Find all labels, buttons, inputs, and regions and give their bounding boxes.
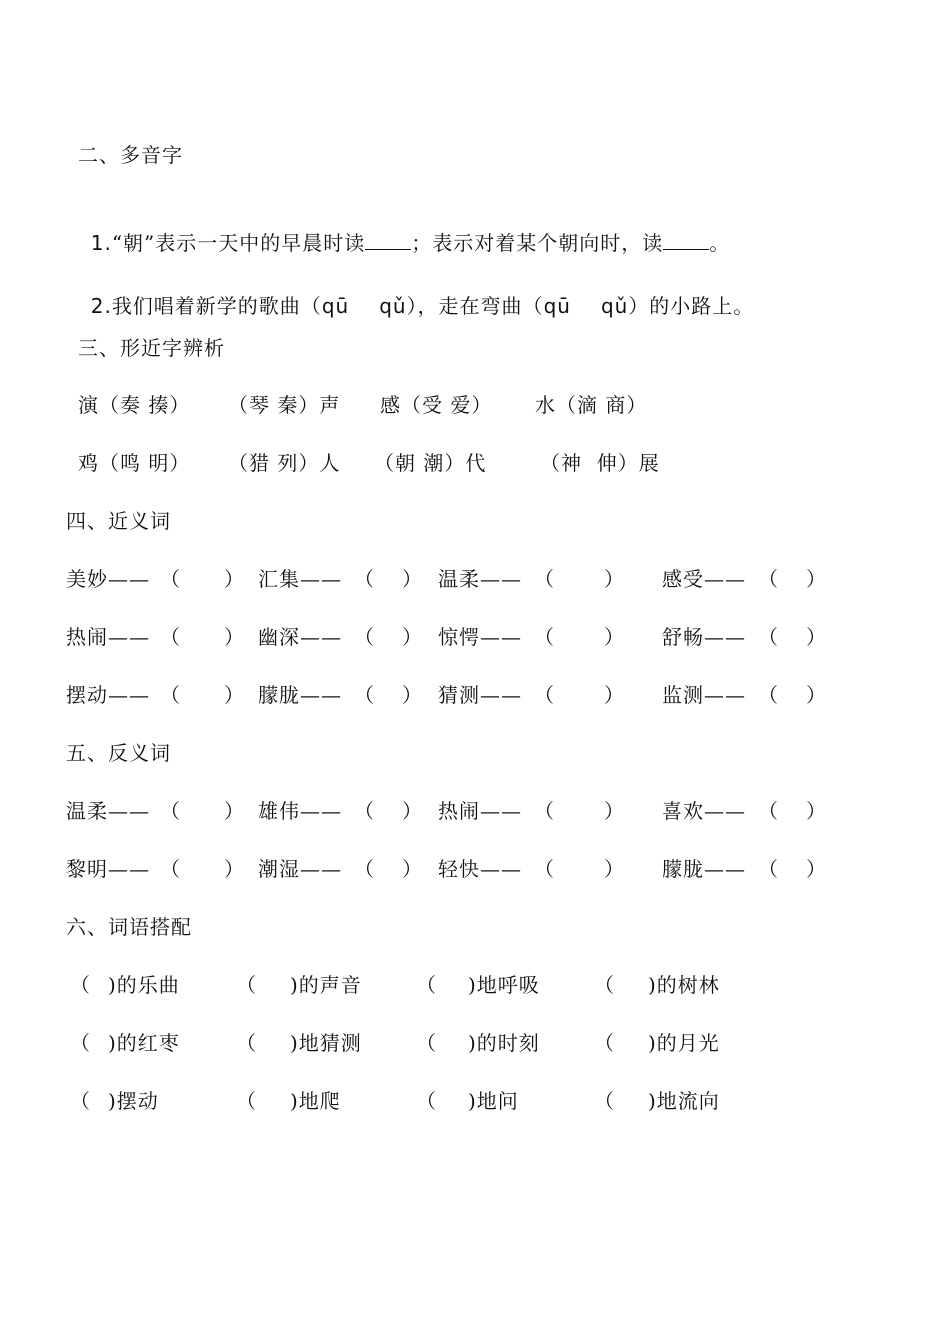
- word-pair: [662, 623, 746, 651]
- answer-open-paren[interactable]: （: [594, 973, 615, 997]
- answer-close-paren[interactable]: ）: [402, 625, 423, 649]
- similar-char-item[interactable]: 感（受 爱）: [380, 393, 493, 417]
- dash: ——: [108, 683, 150, 707]
- dash: ——: [300, 567, 342, 591]
- similar-char-item[interactable]: （琴 秦）声: [228, 393, 341, 417]
- word-pair: [66, 855, 150, 883]
- dash: ——: [704, 799, 746, 823]
- answer-close-paren[interactable]: ）: [604, 683, 625, 707]
- answer-open-paren[interactable]: （: [70, 973, 91, 997]
- collocation-phrase: )的月光: [648, 1031, 720, 1055]
- answer-open-paren[interactable]: （: [236, 1089, 257, 1113]
- dash: ——: [480, 683, 522, 707]
- word-pair: [258, 855, 342, 883]
- answer-open-paren[interactable]: （: [534, 567, 555, 591]
- collocation-phrase: )的树林: [648, 973, 720, 997]
- word: 舒畅: [662, 625, 704, 649]
- word-pair: [662, 797, 746, 825]
- question-number: 1.: [90, 231, 112, 255]
- answer-open-paren[interactable]: （: [758, 683, 779, 707]
- answer-open-paren[interactable]: （: [416, 1089, 437, 1113]
- collocation-phrase: )地猜测: [290, 1031, 362, 1055]
- similar-char-item[interactable]: （猎 列）人: [228, 451, 341, 475]
- dash: ——: [480, 799, 522, 823]
- question-text: “朝”表示一天中的早晨时读: [111, 231, 366, 255]
- word: 感受: [662, 567, 704, 591]
- dash: ——: [300, 799, 342, 823]
- word: 监测: [662, 683, 704, 707]
- question-text: ）的小路上。: [628, 294, 755, 318]
- dash: ——: [300, 625, 342, 649]
- answer-close-paren[interactable]: ）: [604, 567, 625, 591]
- answer-open-paren[interactable]: （: [594, 1031, 615, 1055]
- word: 摆动: [66, 683, 108, 707]
- collocation-phrase: )的时刻: [468, 1031, 540, 1055]
- dash: ——: [704, 683, 746, 707]
- answer-close-paren[interactable]: ）: [806, 683, 827, 707]
- collocation-phrase: )的乐曲: [108, 973, 180, 997]
- pinyin-option[interactable]: qǔ: [379, 294, 407, 318]
- answer-close-paren[interactable]: ）: [224, 799, 245, 823]
- section-heading-polyphone: 二、多音字: [78, 143, 183, 167]
- word-pair: [66, 623, 150, 651]
- answer-open-paren[interactable]: （: [354, 683, 375, 707]
- word: 汇集: [258, 567, 300, 591]
- answer-close-paren[interactable]: ）: [604, 799, 625, 823]
- answer-open-paren[interactable]: （: [70, 1089, 91, 1113]
- answer-open-paren[interactable]: （: [354, 857, 375, 881]
- answer-open-paren[interactable]: （: [534, 799, 555, 823]
- dash: ——: [480, 567, 522, 591]
- collocation-phrase: )的声音: [290, 973, 362, 997]
- answer-close-paren[interactable]: ）: [224, 683, 245, 707]
- collocation-phrase: )地爬: [290, 1089, 341, 1113]
- word-pair: [662, 565, 746, 593]
- collocation-phrase: )地呼吸: [468, 973, 540, 997]
- dash: ——: [108, 857, 150, 881]
- answer-open-paren[interactable]: （: [534, 857, 555, 881]
- dash: ——: [108, 799, 150, 823]
- word-pair: [438, 855, 522, 883]
- word: 幽深: [258, 625, 300, 649]
- answer-open-paren[interactable]: （: [758, 799, 779, 823]
- pinyin-option[interactable]: qǔ: [600, 294, 629, 318]
- dash: ——: [480, 857, 522, 881]
- pinyin-option[interactable]: qū: [321, 294, 350, 318]
- section-heading-synonyms: 四、近义词: [66, 509, 171, 533]
- word: 温柔: [438, 567, 480, 591]
- answer-open-paren[interactable]: （: [236, 973, 257, 997]
- word-pair: [662, 681, 746, 709]
- dash: ——: [704, 625, 746, 649]
- similar-char-item[interactable]: 演（奏 揍）: [78, 393, 191, 417]
- answer-close-paren[interactable]: ）: [604, 857, 625, 881]
- word-pair: [438, 797, 522, 825]
- dash: ——: [300, 857, 342, 881]
- collocation-phrase: )地流向: [648, 1089, 720, 1113]
- word-pair: [258, 797, 342, 825]
- answer-close-paren[interactable]: ）: [224, 567, 245, 591]
- dash: ——: [704, 567, 746, 591]
- question-1: [76, 201, 730, 257]
- word: 热闹: [66, 625, 108, 649]
- answer-blank[interactable]: [663, 229, 709, 250]
- collocation-phrase: )地问: [468, 1089, 519, 1113]
- section-heading-similar-chars: 三、形近字辨析: [78, 336, 225, 360]
- answer-open-paren[interactable]: （: [160, 567, 181, 591]
- word-pair: [66, 681, 150, 709]
- word: 轻快: [438, 857, 480, 881]
- word: 潮湿: [258, 857, 300, 881]
- answer-open-paren[interactable]: （: [160, 799, 181, 823]
- question-text: 。: [709, 231, 731, 255]
- word: 猜测: [438, 683, 480, 707]
- answer-open-paren[interactable]: （: [354, 625, 375, 649]
- answer-open-paren[interactable]: （: [758, 857, 779, 881]
- similar-char-item[interactable]: 水（滴 商）: [535, 393, 648, 417]
- answer-close-paren[interactable]: ）: [806, 625, 827, 649]
- word-pair: [258, 681, 342, 709]
- answer-close-paren[interactable]: ）: [224, 625, 245, 649]
- pinyin-option[interactable]: qū: [543, 294, 571, 318]
- word-pair: [438, 681, 522, 709]
- word-pair: [662, 855, 746, 883]
- answer-close-paren[interactable]: ）: [806, 567, 827, 591]
- question-number: 2.: [90, 294, 112, 318]
- answer-open-paren[interactable]: （: [160, 857, 181, 881]
- word: 惊愕: [438, 625, 480, 649]
- answer-close-paren[interactable]: ）: [402, 857, 423, 881]
- question-text: ），走在弯曲（: [406, 294, 544, 318]
- collocation-phrase: )的红枣: [108, 1031, 180, 1055]
- answer-close-paren[interactable]: ）: [806, 857, 827, 881]
- word: 喜欢: [662, 799, 704, 823]
- answer-close-paren[interactable]: ）: [806, 799, 827, 823]
- section-heading-collocation: 六、词语搭配: [66, 915, 192, 939]
- word: 美妙: [66, 567, 108, 591]
- answer-close-paren[interactable]: ）: [402, 567, 423, 591]
- word: 黎明: [66, 857, 108, 881]
- dash: ——: [108, 625, 150, 649]
- dash: ——: [300, 683, 342, 707]
- word-pair: [438, 623, 522, 651]
- dash: ——: [704, 857, 746, 881]
- answer-open-paren[interactable]: （: [160, 683, 181, 707]
- answer-open-paren[interactable]: （: [534, 625, 555, 649]
- answer-open-paren[interactable]: （: [758, 625, 779, 649]
- answer-close-paren[interactable]: ）: [402, 683, 423, 707]
- word-pair: [258, 623, 342, 651]
- answer-open-paren[interactable]: （: [534, 683, 555, 707]
- word-pair: [66, 797, 150, 825]
- collocation-phrase: )摆动: [108, 1089, 159, 1113]
- answer-close-paren[interactable]: ）: [402, 799, 423, 823]
- word: 热闹: [438, 799, 480, 823]
- dash: ——: [480, 625, 522, 649]
- word: 朦胧: [258, 683, 300, 707]
- word-pair: [66, 565, 150, 593]
- answer-open-paren[interactable]: （: [758, 567, 779, 591]
- word: 温柔: [66, 799, 108, 823]
- answer-close-paren[interactable]: ）: [224, 857, 245, 881]
- word-pair: [438, 565, 522, 593]
- answer-open-paren[interactable]: （: [70, 1031, 91, 1055]
- answer-open-paren[interactable]: （: [416, 973, 437, 997]
- dash: ——: [108, 567, 150, 591]
- section-heading-antonyms: 五、反义词: [66, 741, 171, 765]
- answer-blank[interactable]: [365, 229, 411, 250]
- similar-char-item[interactable]: （朝 潮）代: [374, 451, 487, 475]
- word: 雄伟: [258, 799, 300, 823]
- answer-open-paren[interactable]: （: [594, 1089, 615, 1113]
- answer-open-paren[interactable]: （: [354, 799, 375, 823]
- question-text: 我们唱着新学的歌曲（: [111, 294, 322, 318]
- similar-char-item[interactable]: （神 伸）展: [540, 451, 660, 475]
- answer-open-paren[interactable]: （: [354, 567, 375, 591]
- answer-open-paren[interactable]: （: [236, 1031, 257, 1055]
- question-text: ；表示对着某个朝向时，读: [411, 231, 664, 255]
- answer-close-paren[interactable]: ）: [604, 625, 625, 649]
- answer-open-paren[interactable]: （: [160, 625, 181, 649]
- word-pair: [258, 565, 342, 593]
- question-2: [76, 264, 754, 320]
- answer-open-paren[interactable]: （: [416, 1031, 437, 1055]
- word: 朦胧: [662, 857, 704, 881]
- similar-char-item[interactable]: 鸡（鸣 明）: [78, 451, 191, 475]
